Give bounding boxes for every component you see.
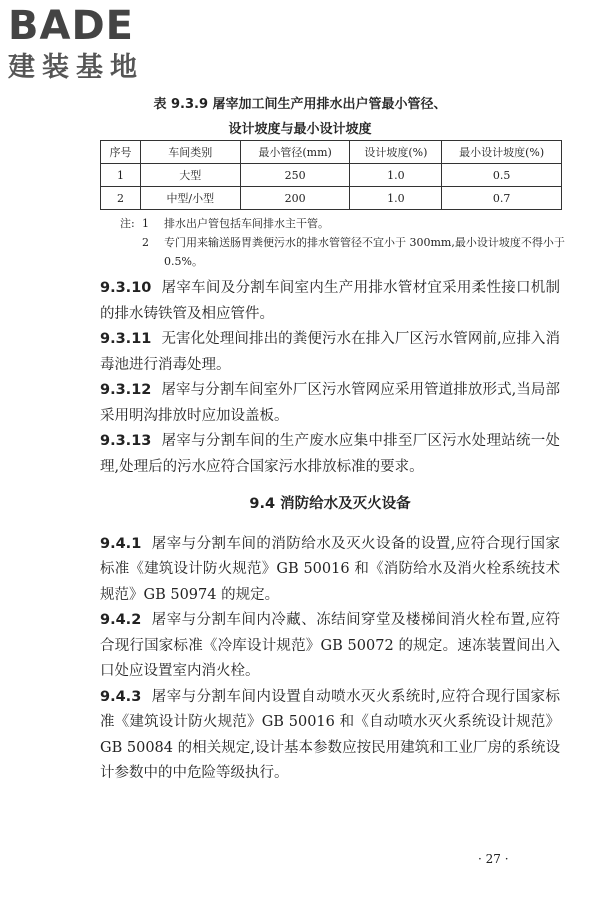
table-header-cell: 序号	[101, 141, 141, 164]
clause-paragraph	[100, 532, 560, 609]
table-caption-line2: 设计坡度与最小设计坡度	[228, 122, 372, 137]
clause-text: 无害化处理间排出的粪便污水在排入厂区污水管网前,应排入消毒池进行消毒处理。	[100, 331, 560, 373]
table-cell: 1	[101, 164, 141, 187]
logo-text-en: BADE	[8, 3, 134, 49]
clause-paragraph	[100, 378, 560, 429]
logo-text-cn: 建装基地	[8, 52, 144, 83]
watermark-logo	[8, 4, 178, 84]
table-header-cell: 设计坡度(%)	[350, 141, 442, 164]
note-item	[120, 233, 570, 271]
clause-number: 9.3.13	[100, 433, 152, 449]
clause-number: 9.3.12	[100, 382, 152, 398]
table-header-cell: 最小管径(mm)	[240, 141, 350, 164]
note-number: 2	[142, 236, 149, 249]
table-cell: 中型/小型	[140, 187, 240, 210]
table-header-row	[101, 141, 562, 164]
data-table	[100, 140, 562, 210]
clause-text: 屠宰与分割车间室外厂区污水管网应采用管道排放形式,当局部采用明沟排放时应加设盖板。	[100, 382, 560, 424]
clause-paragraph	[100, 429, 560, 480]
table-header-cell: 最小设计坡度(%)	[442, 141, 562, 164]
clause-text: 屠宰与分割车间的消防给水及灭火设备的设置,应符合现行国家标准《建筑设计防火规范》GB 50016 和《消防给水及消火栓系统技术规范》GB 50974 的规定。	[100, 535, 560, 603]
clause-number: 9.4.2	[100, 612, 142, 628]
page-number: · 27 ·	[478, 852, 509, 866]
table-cell: 0.5	[442, 164, 562, 187]
table-notes	[120, 214, 570, 271]
table-cell: 2	[101, 187, 141, 210]
table-header-cell: 车间类别	[140, 141, 240, 164]
clause-number: 9.3.10	[100, 280, 152, 296]
section-heading: 9.4 消防给水及灭火设备	[249, 496, 411, 512]
table-caption: 表 9.3.9 屠宰加工间生产用排水出户管最小管径、	[153, 97, 447, 112]
table-cell: 0.7	[442, 187, 562, 210]
note-number: 1	[142, 217, 149, 230]
clause-number: 9.4.3	[100, 688, 142, 705]
clause-text: 屠宰与分割车间的生产废水应集中排至厂区污水处理站统一处理,处理后的污水应符合国家污水排放标准的要求。	[100, 433, 560, 475]
table-row	[101, 164, 562, 187]
note-text: 专门用来输送肠胃粪便污水的排水管管径不宜小于 300mm,最小设计坡度不得小于 0.5%。	[164, 236, 565, 268]
clause-number: 9.3.11	[100, 331, 152, 347]
table-cell: 250	[240, 164, 350, 187]
note-label: 注:	[120, 217, 135, 230]
clause-text: 屠宰与分割车间内设置自动喷水灭火系统时,应符合现行国家标准《建筑设计防火规范》GB 50016 和《自动喷水灭火系统设计规范》GB 50084 的相关规定,设计基本参数应按民用建筑和工业厂房的系统设计参数中的中危险等级执行。	[100, 688, 560, 781]
clause-paragraph	[100, 276, 560, 327]
table-cell: 200	[240, 187, 350, 210]
clause-paragraph	[100, 685, 560, 787]
clause-text: 屠宰与分割车间内冷藏、冻结间穿堂及楼梯间消火栓布置,应符合现行国家标准《冷库设计规范》GB 50072 的规定。速冻装置间出入口处应设置室内消火栓。	[100, 612, 560, 679]
clause-number: 9.4.1	[100, 535, 142, 552]
clause-paragraph	[100, 608, 560, 685]
table-cell: 1.0	[350, 187, 442, 210]
table-cell: 1.0	[350, 164, 442, 187]
table-row	[101, 187, 562, 210]
document-body	[100, 276, 560, 787]
clause-text: 屠宰车间及分割车间室内生产用排水管材宜采用柔性接口机制的排水铸铁管及相应管件。	[100, 280, 560, 322]
table-cell: 大型	[140, 164, 240, 187]
clause-paragraph	[100, 327, 560, 378]
note-text: 排水出户管包括车间排水主干管。	[164, 217, 329, 230]
note-item	[120, 214, 570, 233]
